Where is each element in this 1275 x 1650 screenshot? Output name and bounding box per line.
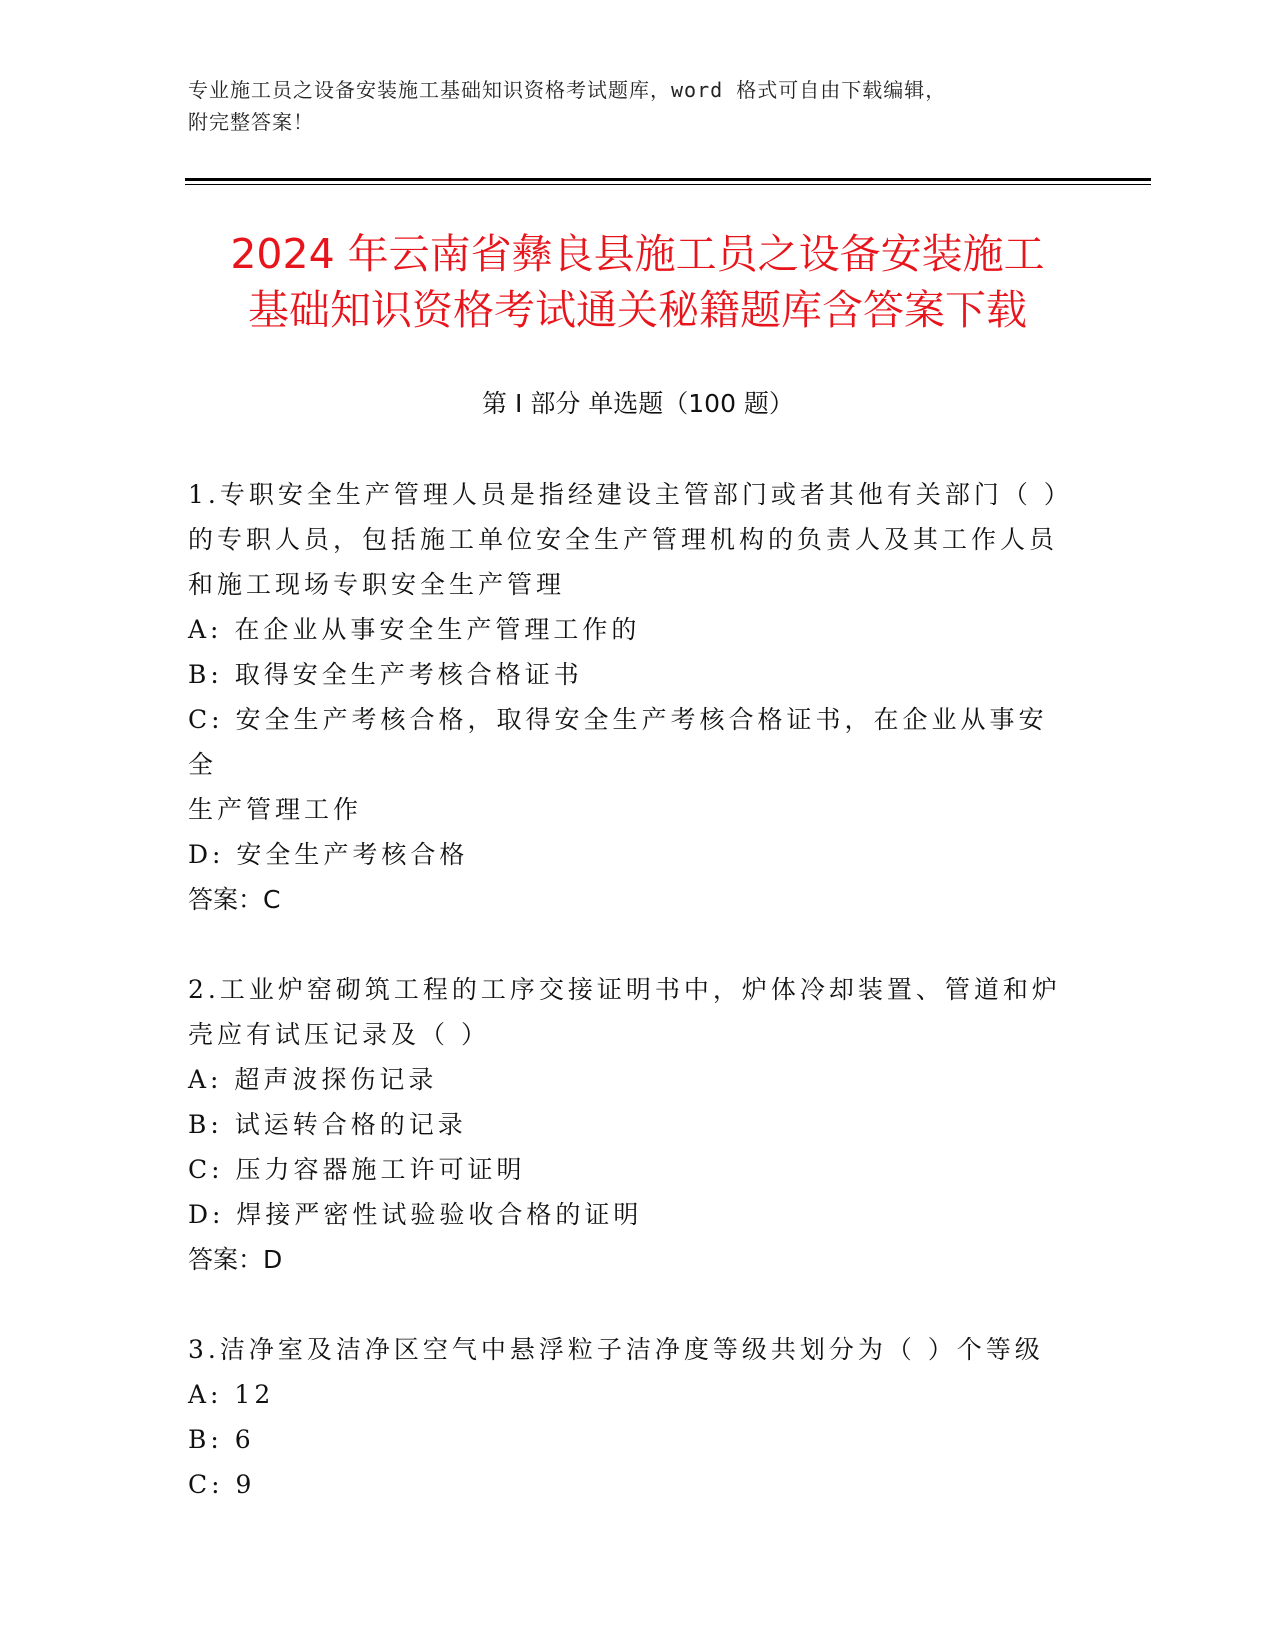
question-stem-line: 3.洁净室及洁净区空气中悬浮粒子洁净度等级共划分为（ ）个等级 [188, 1335, 1044, 1364]
answer-option: A: 12 [188, 1380, 275, 1409]
question-block [188, 967, 1068, 1282]
answer-option: B: 6 [188, 1425, 255, 1454]
answer-option: A: 在企业从事安全生产管理工作的 [188, 615, 641, 644]
answer-key: 答案：C [188, 885, 281, 914]
question-list [188, 472, 1073, 1507]
question-stem-line: 的专职人员，包括施工单位安全生产管理机构的负责人及其工作人员 [188, 525, 1059, 554]
question-stem-line: 壳应有试压记录及（ ） [188, 1020, 490, 1049]
header-note-line: 附完整答案！ [188, 110, 314, 134]
question-stem-line: 和施工现场专职安全生产管理 [188, 570, 566, 599]
question-block [188, 1327, 1068, 1507]
answer-option: C: 压力容器施工许可证明 [188, 1155, 526, 1184]
answer-option: C: 9 [188, 1470, 256, 1499]
question-stem-line: 1.专职安全生产管理人员是指经建设主管部门或者其他有关部门（ ） [188, 480, 1073, 509]
answer-key: 答案：D [188, 1245, 283, 1274]
question-stem-line: 2.工业炉窑砌筑工程的工序交接证明书中，炉体冷却装置、管道和炉 [188, 975, 1061, 1004]
header-divider-thick [185, 178, 1151, 181]
header-note [188, 74, 1088, 138]
header-note-line: 专业施工员之设备安装施工基础知识资格考试题库，word 格式可自由下载编辑， [188, 78, 947, 102]
question-block [188, 472, 1073, 922]
section-heading: 第 I 部分 单选题（100 题） [482, 389, 794, 418]
answer-option: C: 安全生产考核合格，取得安全生产考核合格证书，在企业从事安全 [188, 705, 1048, 779]
answer-option: 生产管理工作 [188, 795, 363, 824]
answer-option: D: 安全生产考核合格 [188, 840, 469, 869]
document-title-line: 基础知识资格考试通关秘籍题库含答案下载 [248, 286, 1027, 334]
document-title-line: 2024 年云南省彝良县施工员之设备安装施工 [230, 230, 1045, 278]
answer-option: B: 取得安全生产考核合格证书 [188, 660, 583, 689]
document-title [140, 226, 1135, 338]
answer-option: A: 超声波探伤记录 [188, 1065, 438, 1094]
header-divider-thin [185, 184, 1151, 185]
answer-option: D: 焊接严密性试验验收合格的证明 [188, 1200, 643, 1229]
question-spacer [188, 922, 1068, 967]
answer-option: B: 试运转合格的记录 [188, 1110, 467, 1139]
question-spacer [188, 1282, 1068, 1327]
